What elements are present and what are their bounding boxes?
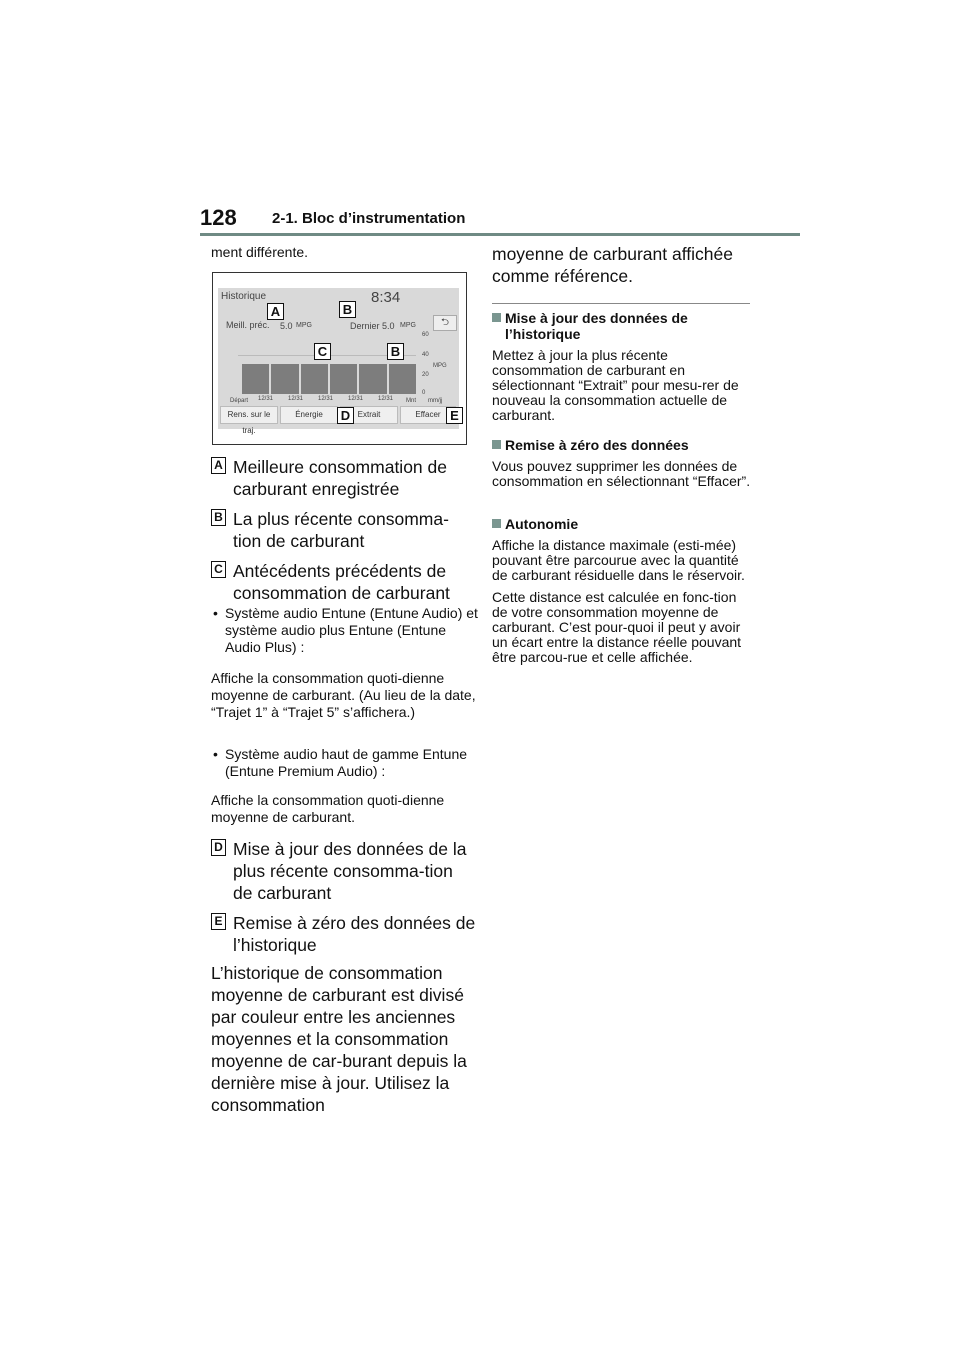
x-label: mm/jj	[428, 398, 443, 404]
section-autonomie	[492, 516, 752, 665]
history-bar	[389, 364, 416, 394]
history-bar	[301, 364, 328, 394]
callout-b: B	[387, 343, 404, 360]
section-reset	[492, 437, 752, 489]
y-tick: 60	[422, 332, 429, 338]
header-rule	[200, 233, 800, 236]
bullet1-description: Affiche la consommation quoti-dienne moyenne de carburant. (Au lieu de la date, “Trajet 1” à “Trajet 5” s’affichera.)	[211, 670, 476, 720]
legend-text: Mise à jour des données de la plus récente consomma-tion de carburant	[233, 839, 467, 903]
legend-badge: B	[211, 509, 226, 526]
section-heading-text: Autonomie	[505, 516, 579, 532]
bullet-text: Système audio haut de gamme Entune (Entune Premium Audio) :	[225, 746, 468, 779]
history-bar	[271, 364, 298, 394]
latest-value: 5.0	[382, 321, 395, 331]
right-continuation: moyenne de carburant affichée comme référence.	[492, 244, 733, 286]
latest-label: Dernier	[350, 321, 380, 331]
legend-item-e	[211, 912, 476, 956]
section-heading-text: Remise à zéro des données	[505, 437, 689, 453]
bullet-dot: •	[213, 746, 218, 762]
figure-screen	[212, 272, 467, 445]
legend-text: Remise à zéro des données de l’historique	[233, 913, 476, 955]
legend-item-c	[211, 560, 476, 604]
bullet-text: Système audio Entune (Entune Audio) et système audio plus Entune (Entune Audio Plus) :	[225, 605, 478, 655]
trip-info-button[interactable]: Rens. sur le traj.	[220, 406, 278, 424]
x-label: 12/31	[288, 396, 304, 402]
best-unit: MPG	[296, 322, 312, 329]
energy-button[interactable]: Énergie	[280, 406, 338, 424]
y-tick: 20	[422, 372, 429, 378]
screen-title: Historique	[221, 291, 267, 302]
callout-a: A	[267, 303, 284, 320]
section-update	[492, 310, 752, 423]
screen-time: 8:34	[371, 289, 401, 306]
bullet-entune-premium	[213, 746, 478, 780]
x-label: 12/31	[348, 396, 364, 402]
x-label: Mnt	[406, 398, 417, 404]
legend-item-b	[211, 508, 476, 552]
history-bar	[330, 364, 357, 394]
best-value: 5.0	[280, 321, 293, 331]
y-tick: 40	[422, 352, 429, 358]
back-icon[interactable]: ⮌	[433, 315, 457, 331]
callout-b: B	[339, 301, 356, 318]
bullet-entune-audio	[213, 605, 478, 656]
history-bar	[242, 364, 269, 394]
legend-badge: D	[211, 839, 226, 856]
section-heading	[492, 516, 752, 532]
section-text: Vous pouvez supprimer les données de consommation en sélectionnant “Effacer”.	[492, 458, 751, 489]
callout-d: D	[337, 407, 354, 424]
legend-text: La plus récente consomma-tion de carburant	[233, 509, 449, 551]
history-paragraph: L’historique de consommation moyenne de carburant est divisé par couleur entre les anciennes moyennes et la consommation moyenne de car-burant depuis la dernière mise à jour. Utilisez la consommation	[211, 963, 467, 1115]
update-button[interactable]: Extrait	[340, 406, 398, 424]
x-label: 12/31	[318, 396, 334, 402]
x-label: Départ	[230, 398, 249, 404]
section-text: Cette distance est calculée en fonc-tion de votre consommation moyenne de carburant. C’est pour-quoi il peut y avoir un écart entre la distance réelle pouvant être parcou-rue et celle affichée.	[492, 589, 742, 665]
legend-item-d	[211, 838, 476, 904]
section-text: Mettez à jour la plus récente consommation de carburant en sélectionnant “Extrait” pour mesu-rer de nouveau la consommation actuelle de carburant.	[492, 347, 739, 423]
page-number: 128	[200, 205, 237, 230]
section-divider	[492, 303, 750, 304]
square-bullet-icon	[492, 440, 501, 449]
legend-text: Antécédents précédents de consommation de carburant	[233, 561, 450, 603]
section-heading-text: Mise à jour des données de l’historique	[505, 310, 688, 342]
x-label: 12/31	[258, 396, 274, 402]
section-heading	[492, 310, 752, 342]
legend-badge: A	[211, 457, 226, 474]
history-bars	[242, 364, 416, 394]
latest-unit: MPG	[400, 322, 416, 329]
clear-button[interactable]: Effacer	[400, 406, 456, 424]
x-label: 12/31	[378, 396, 394, 402]
bullet-dot: •	[213, 605, 218, 621]
section-heading	[492, 437, 752, 453]
callout-e: E	[446, 407, 463, 424]
history-bar	[359, 364, 386, 394]
legend-item-a	[211, 456, 476, 500]
legend-badge: E	[211, 913, 226, 930]
intro-fragment: ment différente.	[211, 244, 309, 260]
legend-text: Meilleure consommation de carburant enregistrée	[233, 457, 447, 499]
best-label: Meill. préc.	[226, 320, 270, 330]
square-bullet-icon	[492, 519, 501, 528]
legend-badge: C	[211, 561, 226, 578]
square-bullet-icon	[492, 313, 501, 322]
section-text: Affiche la distance maximale (esti-mée) pouvant être parcourue avec la quantité de carburant résiduelle dans le réservoir.	[492, 537, 745, 583]
y-unit: MPG	[433, 363, 447, 369]
y-tick: 0	[422, 390, 426, 396]
bullet2-description: Affiche la consommation quoti-dienne moyenne de carburant.	[211, 792, 445, 825]
callout-c: C	[314, 343, 331, 360]
section-title: 2-1. Bloc d’instrumentation	[272, 210, 466, 227]
